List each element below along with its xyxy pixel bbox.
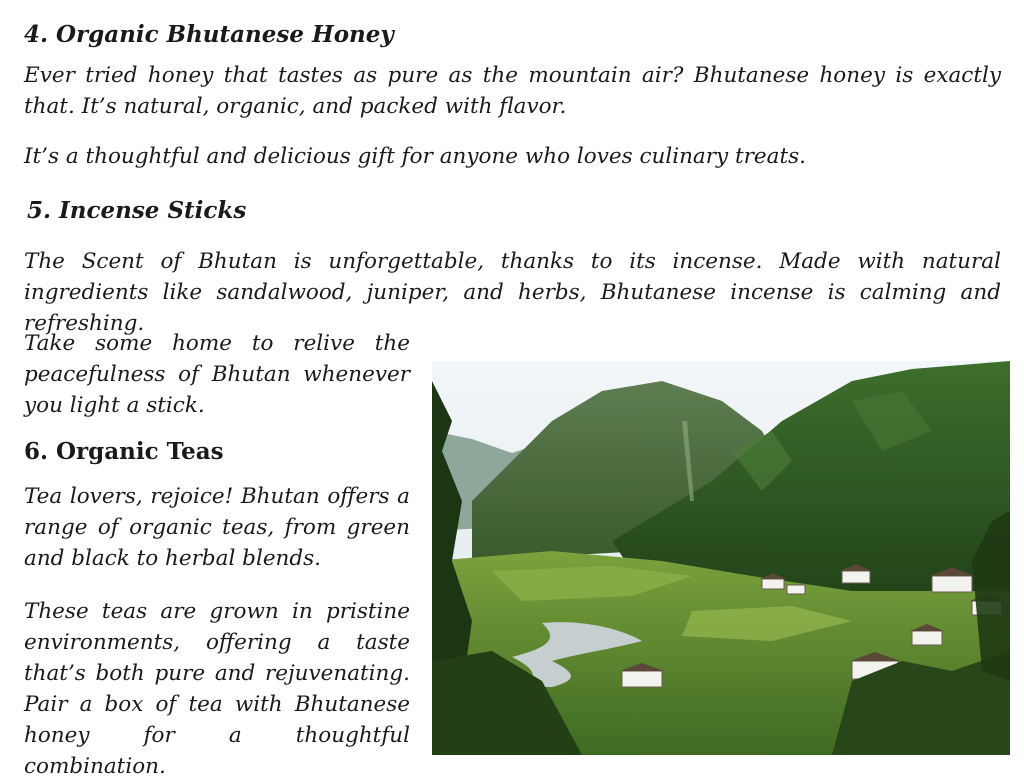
teas-heading: 6. Organic Teas: [24, 438, 224, 465]
teas-paragraph-1: Tea lovers, rejoice! Bhutan offers a range of organic teas, from green and black to herbal blends.: [24, 484, 410, 571]
teas-paragraph-2: These teas are grown in pristine environments, offering a taste that’s both pure and rejuvenating. Pair a box of tea with Bhutanese honey for a thoughtful combination.: [24, 599, 410, 779]
bhutan-valley-photo: [432, 361, 1010, 755]
incense-paragraph-1: The Scent of Bhutan is unforgettable, thanks to its incense. Made with natural ingredients like sandalwood, juniper, and herbs, Bhutanese incense is calming and refreshing.: [24, 249, 1001, 336]
honey-heading: 4. Organic Bhutanese Honey: [24, 21, 394, 48]
honey-paragraph-1: Ever tried honey that tastes as pure as the mountain air? Bhutanese honey is exactly that. It’s natural, organic, and packed with flavor.: [24, 63, 1001, 119]
incense-paragraph-2: Take some home to relive the peacefulness of Bhutan whenever you light a stick.: [24, 331, 410, 418]
incense-heading: 5. Incense Sticks: [27, 197, 247, 224]
honey-paragraph-2: It’s a thoughtful and delicious gift for anyone who loves culinary treats.: [24, 144, 806, 169]
